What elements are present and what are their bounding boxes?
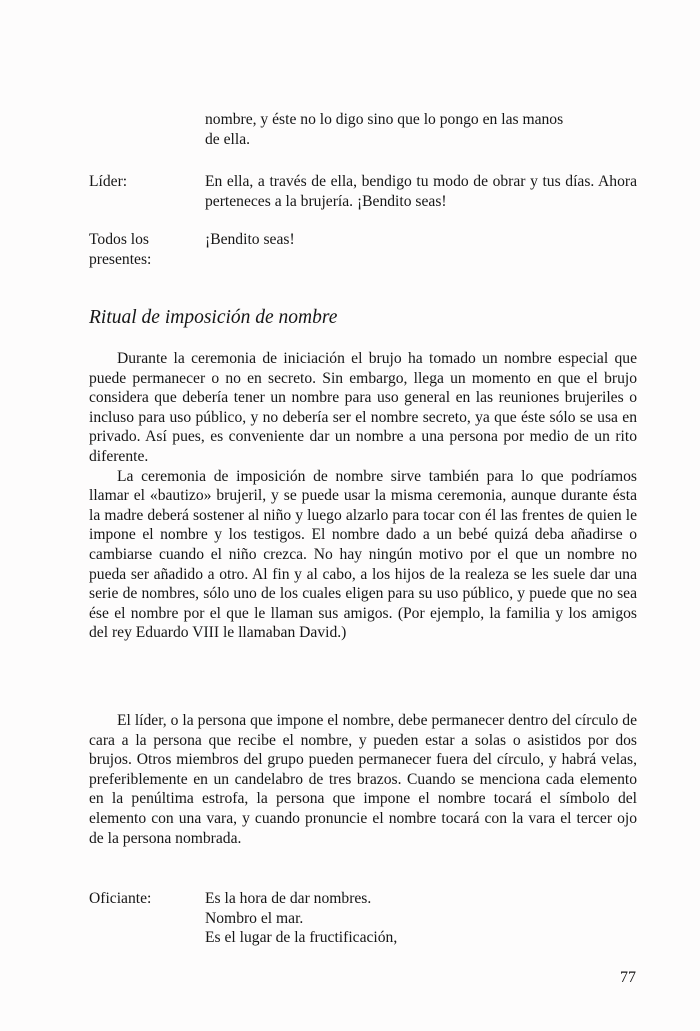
body-paragraph: Durante la ceremonia de iniciación el brujo ha tomado un nombre especial que puede permanecer o no en secreto. Sin embargo, llega un momento en que el brujo considera que debería tener un nombre para uso general en las reuniones brujeriles o incluso para uso público, y no debería ser el nombre secreto, ya que éste sólo se usa en privado. Así pues, es conveniente dar un nombre a una persona por medio de un rito diferente. bbox=[89, 350, 637, 465]
verse-line: Es el lugar de la fructificación, bbox=[205, 929, 398, 947]
body-text-1 bbox=[89, 349, 637, 643]
continuation-line: de ella. bbox=[205, 130, 251, 148]
continuation-line: nombre, y éste no lo digo sino que lo pongo en las manos bbox=[205, 111, 564, 128]
continuation-text bbox=[205, 110, 637, 149]
dialog-todos bbox=[89, 230, 637, 268]
speech-paragraph: En ella, a través de ella, bendigo tu modo de obrar y tus días. Ahora perteneces a la brujería. ¡Bendito seas! bbox=[205, 173, 637, 210]
body-paragraph: La ceremonia de imposición de nombre sirve también para lo que podríamos llamar el «bautizo» brujeril, y se puede usar la misma ceremonia, aunque durante ésta la madre deberá sostener al niño y luego alzarlo para tocar con él las frentes de quien le impone el nombre y los testigos. El nombre dado a un bebé quizá deba añadirse o cambiarse cuando el niño crezca. No hay ningún motivo por el que un nombre no pueda ser añadido a otro. Al fin y al cabo, a los hijos de la realeza se les suele dar una serie de nombres, sólo uno de los cuales eligen para su uso público, y puede que no sea ése el nombre por el que le llaman sus amigos. (Por ejemplo, la familia y los amigos del rey Eduardo VIII le llamaban David.) bbox=[89, 467, 637, 642]
verse-line: Es la hora de dar nombres. bbox=[205, 890, 372, 907]
speech-text bbox=[205, 230, 637, 250]
body-paragraph: El líder, o la persona que impone el nombre, debe permanecer dentro del círculo de cara a la persona que recibe el nombre, y pueden estar a solas o asistidos por dos brujos. Otros miembros del grupo pueden permanecer fuera del círculo, y habrá velas, preferiblemente en un candelabro de tres brazos. Cuando se menciona cada elemento en la penúltima estrofa, la persona que impone el nombre tocará el símbolo del elemento con una vara, y cuando pronuncie el nombre tocará con la vara el tercer ojo de la persona nombrada. bbox=[89, 712, 637, 847]
speech-text bbox=[205, 172, 637, 211]
continuation-dialog bbox=[89, 110, 637, 149]
speaker-label bbox=[89, 230, 189, 269]
speaker-label-line: presentes: bbox=[89, 250, 152, 268]
dialog-oficiante bbox=[89, 889, 637, 948]
section-heading: Ritual de imposición de nombre bbox=[89, 307, 338, 328]
verse-line: Nombro el mar. bbox=[205, 909, 304, 927]
dialog-lider bbox=[89, 172, 637, 211]
speaker-label-line: Todos los bbox=[89, 231, 149, 248]
speech-text bbox=[205, 889, 637, 948]
speaker-label: Oficiante: bbox=[89, 890, 152, 907]
speech-paragraph: ¡Bendito seas! bbox=[205, 231, 295, 248]
page-number: 77 bbox=[620, 969, 636, 986]
speaker-label: Líder: bbox=[89, 173, 128, 190]
body-text-2 bbox=[89, 711, 637, 848]
